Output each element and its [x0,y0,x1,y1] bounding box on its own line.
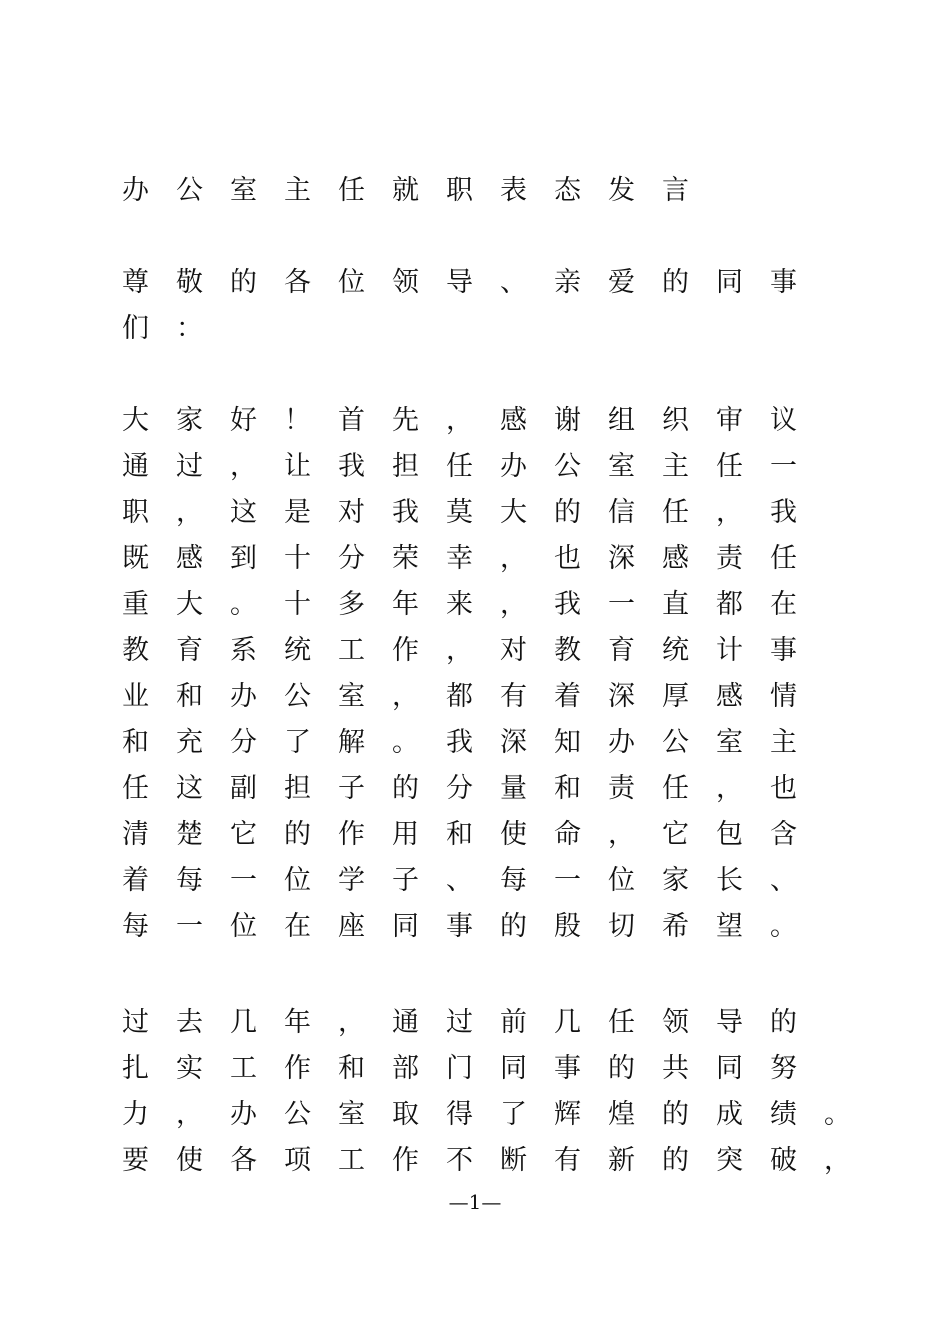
paragraph-line: 教育系统工作，对教育统计事 [122,635,824,666]
greeting [122,260,824,352]
paragraph-line: 大家好！首先，感谢组织审议 [122,405,824,436]
paragraph-line: 力，办公室取得了辉煌的成绩。 [122,1099,878,1130]
document-title [122,168,716,214]
paragraph-line: 和充分了解。我深知办公室主 [122,727,824,758]
paragraph-line: 每一位在座同事的殷切希望。 [122,911,824,942]
paragraph-line: 清楚它的作用和使命，它包含 [122,819,824,850]
paragraph-1 [122,398,824,950]
paragraph-line: 重大。十多年来，我一直都在 [122,589,824,620]
title-line: 办公室主任就职表态发言 [122,175,716,206]
paragraph-line: 要使各项工作不断有新的突破， [122,1145,878,1176]
paragraph-line: 过去几年，通过前几任领导的 [122,1007,824,1038]
paragraph-line: 既感到十分荣幸，也深感责任 [122,543,824,574]
greeting-line: 们： [122,313,230,344]
paragraph-line: 职，这是对我莫大的信任，我 [122,497,824,528]
greeting-line: 尊敬的各位领导、亲爱的同事 [122,267,824,298]
page-number: —1— [448,1190,502,1214]
paragraph-line: 通过，让我担任办公室主任一 [122,451,824,482]
paragraph-line: 任这副担子的分量和责任，也 [122,773,824,804]
paragraph-2 [122,1000,878,1184]
paragraph-line: 扎实工作和部门同事的共同努 [122,1053,824,1084]
paragraph-line: 着每一位学子、每一位家长、 [122,865,824,896]
paragraph-line: 业和办公室，都有着深厚感情 [122,681,824,712]
